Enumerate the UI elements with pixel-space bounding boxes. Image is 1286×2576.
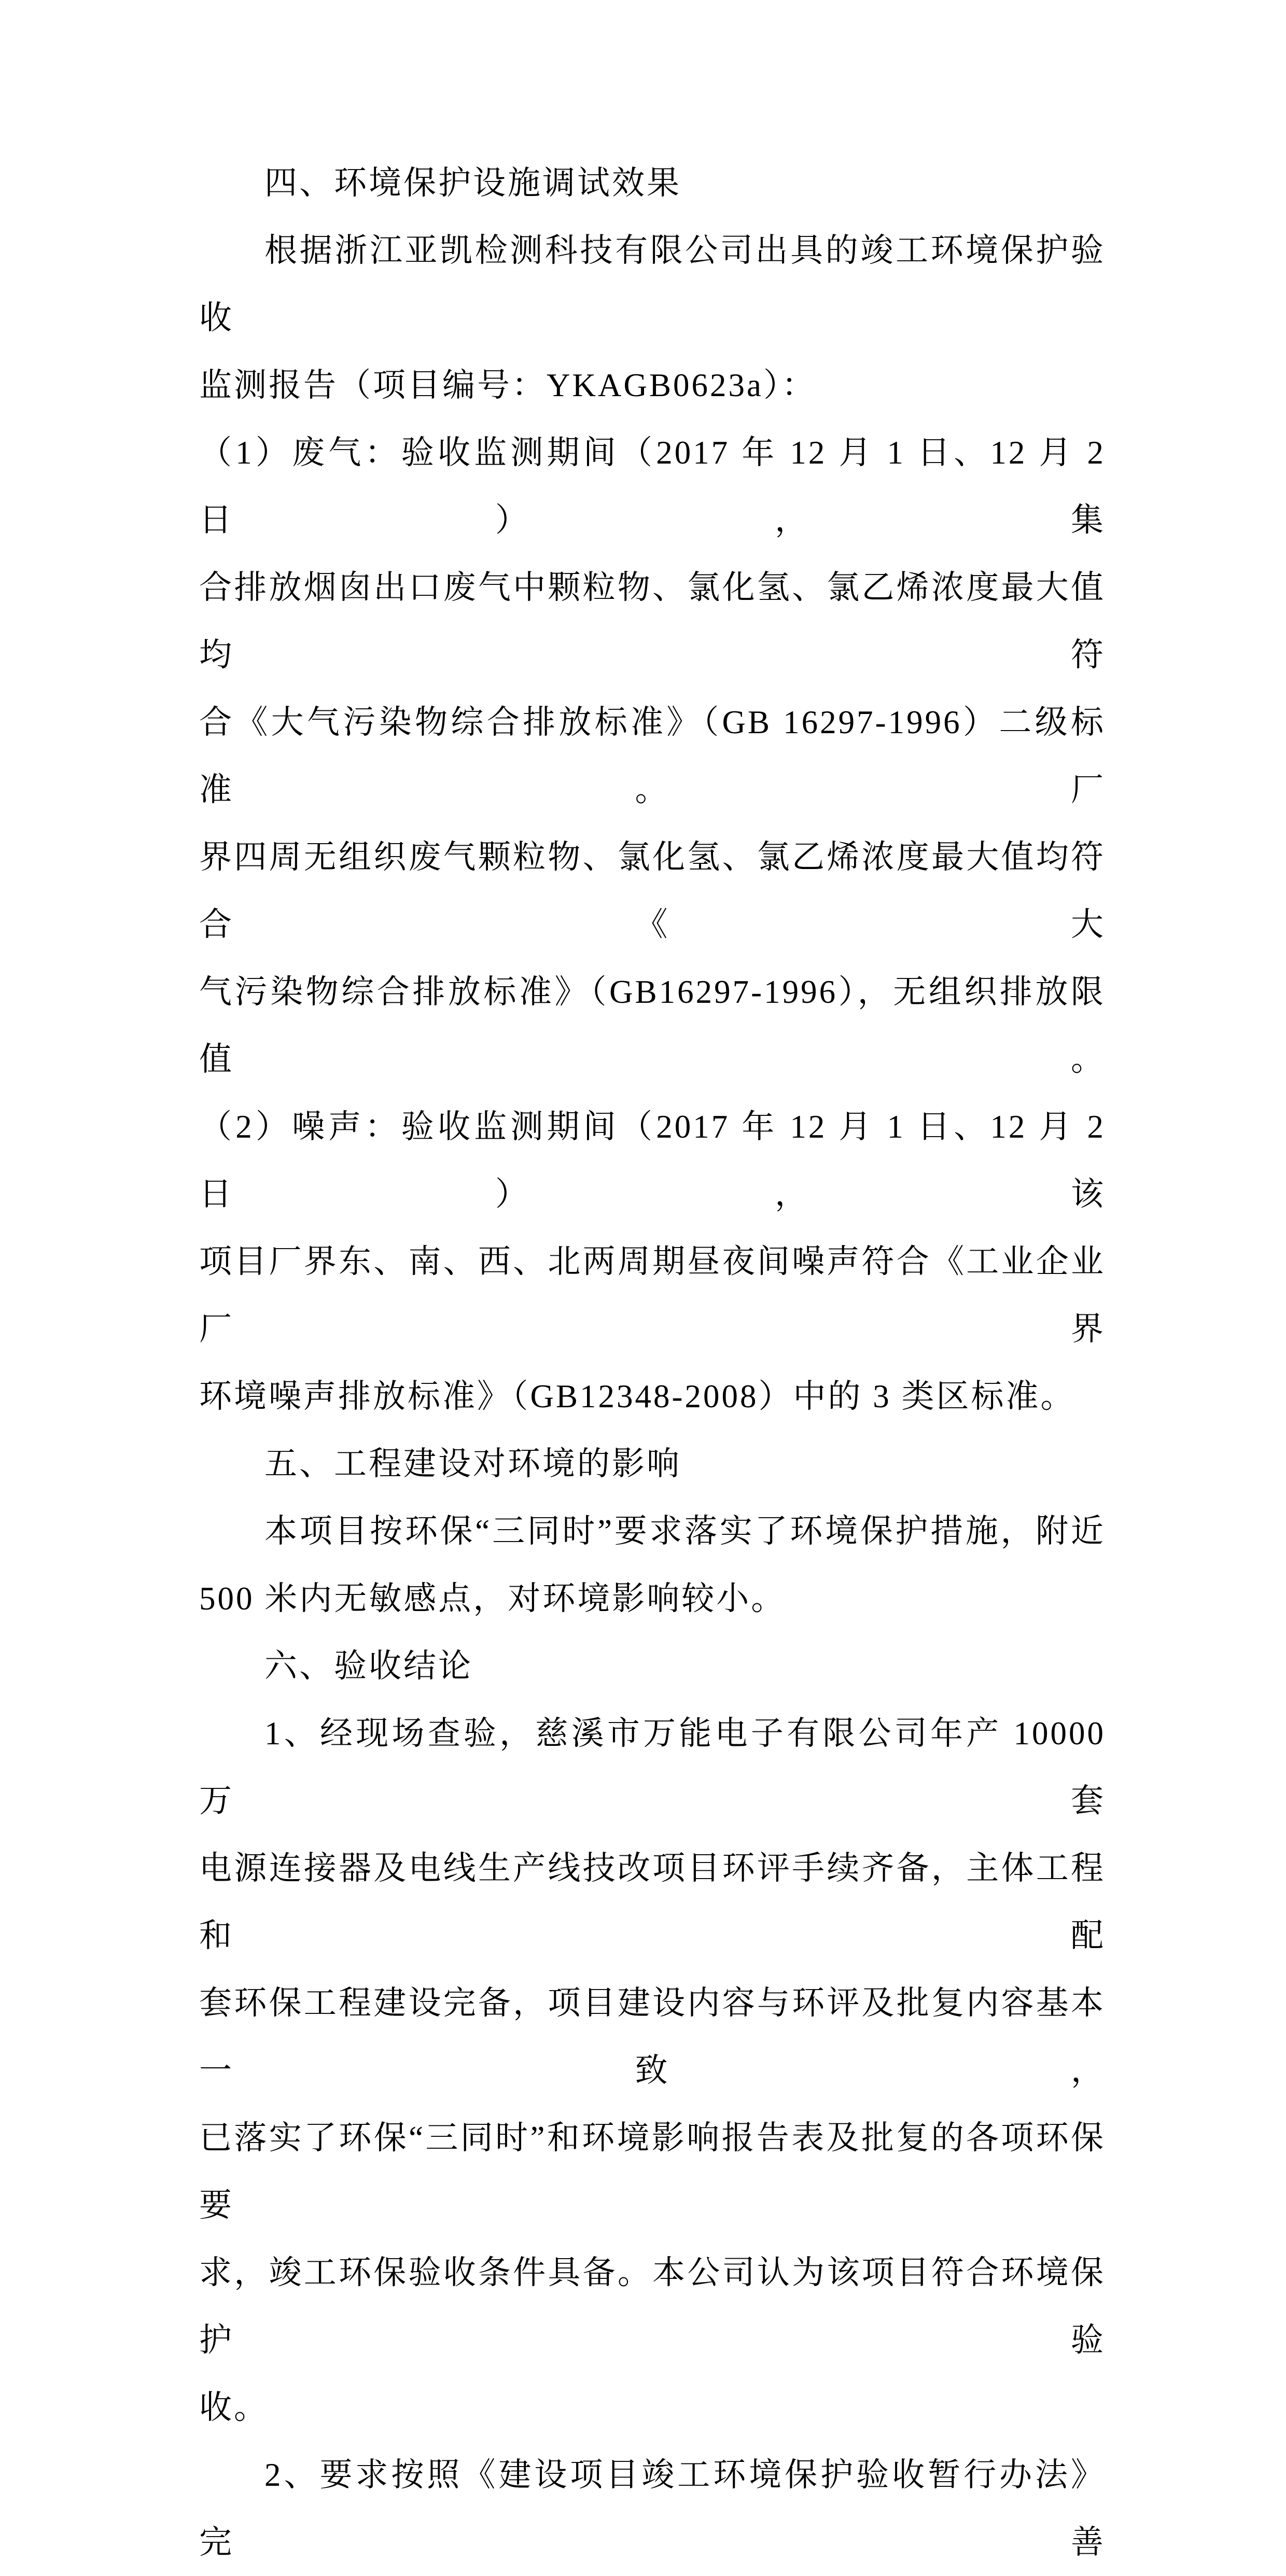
text-line: 电源连接器及电线生产线技改项目环评手续齐备，主体工程和配 [199, 1850, 1106, 1954]
document-body [199, 149, 1106, 2576]
section-heading: 四、环境保护设施调试效果 [264, 165, 681, 201]
text-line: 合排放烟囱出口废气中颗粒物、氯化氢、氯乙烯浓度最大值均符 [199, 569, 1106, 673]
text-line: 环境噪声排放标准》（GB12348-2008）中的 3 类区标准。 [199, 1378, 1075, 1415]
text-line: 合《大气污染物综合排放标准》（GB 16297-1996）二级标准。厂 [199, 704, 1106, 808]
text-line: 界四周无组织废气颗粒物、氯化氢、氯乙烯浓度最大值均符合《大 [199, 839, 1106, 943]
text-line: （1）废气：验收监测期间（2017 年 12 月 1 日、12 月 2 日），集 [199, 435, 1106, 538]
text-line: 本项目按环保“三同时”要求落实了环境保护措施，附近 [264, 1513, 1106, 1549]
text-line: 求，竣工环保验收条件具备。本公司认为该项目符合环境保护验 [199, 2255, 1106, 2358]
text-line: 监测报告（项目编号：YKAGB0623a）： [199, 367, 817, 403]
text-line: （2）噪声：验收监测期间（2017 年 12 月 1 日、12 月 2 日），该 [199, 1109, 1106, 1212]
section-heading: 五、工程建设对环境的影响 [264, 1446, 681, 1482]
text-line: 气污染物综合排放标准》（GB16297-1996），无组织排放限值。 [199, 974, 1106, 1077]
text-line: 已落实了环保“三同时”和环境影响报告表及批复的各项环保要 [199, 2120, 1106, 2223]
text-line: 根据浙江亚凯检测科技有限公司出具的竣工环境保护验收 [199, 232, 1106, 336]
text-line: 套环保工程建设完备，项目建设内容与环评及批复内容基本一致， [199, 1985, 1106, 2089]
text-line: 收。 [199, 2389, 269, 2426]
text-line: 500 米内无敏感点，对环境影响较小。 [199, 1580, 786, 1617]
text-line: 1、经现场查验，慈溪市万能电子有限公司年产 10000 万套 [199, 1715, 1106, 1819]
section-heading: 六、验收结论 [264, 1648, 473, 1684]
text-line: 2、要求按照《建设项目竣工环境保护验收暂行办法》完善 [199, 2457, 1106, 2560]
text-line: 项目厂界东、南、西、北两周期昼夜间噪声符合《工业企业厂界 [199, 1243, 1106, 1347]
